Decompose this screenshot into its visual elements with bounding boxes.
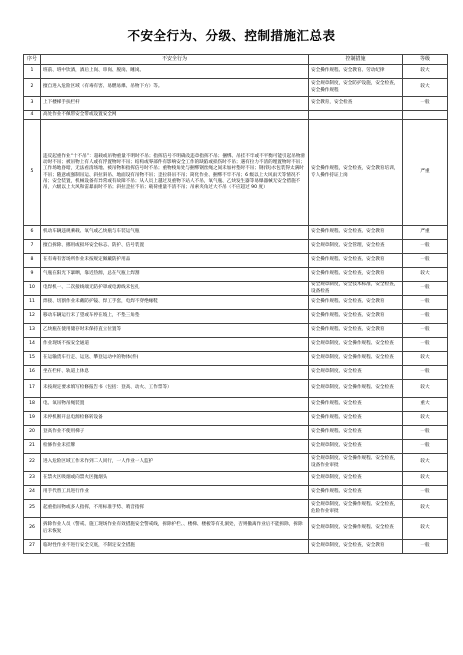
table-row (24, 310, 448, 324)
row-control: 安全规章制度、安全操作规程、安全检查 (309, 352, 403, 366)
table-row (24, 426, 448, 440)
row-number: 10 (24, 282, 41, 296)
row-behavior: 在禁火区吸烟或向禁火区抛烟头 (41, 472, 309, 486)
header-behavior: 不安全行为 (41, 55, 309, 65)
header-control: 控制措施 (309, 55, 403, 65)
row-number: 9 (24, 268, 41, 282)
row-control: 安全规章制度、安全操作规程、安全检查 (309, 338, 403, 352)
row-level: 较大 (403, 412, 448, 426)
row-level: 一般 (403, 254, 448, 268)
row-level: 一般 (403, 540, 448, 554)
row-number: 6 (24, 226, 41, 240)
table-body (24, 65, 448, 554)
row-control: 安全规章制度，安全技术标准，安全检查，设备检查 (309, 282, 403, 296)
row-number: 16 (24, 366, 41, 380)
row-number: 27 (24, 540, 41, 554)
row-control: 安全规章制度、安全管理，安全检查 (309, 240, 403, 254)
table-row (24, 500, 448, 518)
row-control: 安全操作规程、安全检查、安全教育 (309, 226, 403, 240)
row-level: 较大 (403, 500, 448, 518)
row-behavior: 未按规定要求填写检修报告书（包括：登高、动火、工作票等） (41, 380, 309, 398)
row-control: 安全操作规程、安全检查 (309, 412, 403, 426)
row-behavior: 作业现场不按安全通道 (41, 338, 309, 352)
row-level: 较大 (403, 454, 448, 472)
row-behavior: 乙炔瓶在使用储存时未保持直立位置等 (41, 324, 309, 338)
row-number: 23 (24, 472, 41, 486)
row-level: 一般 (403, 282, 448, 296)
row-number: 8 (24, 254, 41, 268)
table-row (24, 111, 448, 120)
row-number: 20 (24, 426, 41, 440)
row-behavior: 进入危险区域工作未作到二人同行，一人作业一人监护 (41, 454, 309, 472)
header-level: 等级 (403, 55, 448, 65)
row-level: 较大 (403, 472, 448, 486)
row-behavior: 拆除作业人员（警戒、施工现场作业有效措施安全警戒线，拆除护栏、、楼梯、楼板等有孔洞处，否则撤离作业后不能拆除，拆除后未恢复 (41, 518, 309, 540)
row-level: 较大 (403, 268, 448, 282)
row-behavior: 坐在栏杆、轨道上休息 (41, 366, 309, 380)
row-number: 24 (24, 486, 41, 500)
row-control: 安全操作规程、安全检查、安全教育 (309, 296, 403, 310)
table-row (24, 254, 448, 268)
row-number: 22 (24, 454, 41, 472)
table-row (24, 352, 448, 366)
row-behavior: 班前、班中饮酒，酒后上岗、串岗、脱岗、睡岗。 (41, 65, 309, 79)
row-number: 11 (24, 296, 41, 310)
row-number: 21 (24, 440, 41, 454)
row-behavior: 在运输货车行走、运送、攀登运动中的物体(件) (41, 352, 309, 366)
row-number: 25 (24, 500, 41, 518)
row-control: 安全操作规程、安全检查、安全教育 (309, 254, 403, 268)
row-control: 安全操作规程、安全检查 (309, 426, 403, 440)
row-control: 安全规章制度、安全检查 (309, 366, 403, 380)
table-header-row (24, 55, 448, 65)
row-control: 安全规章制度、安全操作规程、安全检查 (309, 380, 403, 398)
row-level: 严重 (403, 120, 448, 226)
row-behavior: 临时性作业不进行安全交底，不制定安全措施 (41, 540, 309, 554)
row-number: 3 (24, 97, 41, 111)
row-behavior: 上下楼梯手扶栏杆 (41, 97, 309, 111)
row-control: 安全教育，安全检查 (309, 97, 403, 111)
row-behavior: 擅自进入危险区域（有毒有害、易燃易爆、吊物下方）等。 (41, 79, 309, 97)
row-behavior: 在有毒有害场所作业未按规定佩戴防护用品 (41, 254, 309, 268)
row-control: 安全规章制度、安全操作规程、安全检查，危险作业审批 (309, 500, 403, 518)
row-control: 安全规章制度、安全检查 (309, 440, 403, 454)
row-level: 一般 (403, 426, 448, 440)
row-behavior: 擅自拆除、挪用或损坏安全标志、防护、信号装置 (41, 240, 309, 254)
row-control (309, 111, 403, 120)
document-title: 不安全行为、分级、控制措施汇总表 (127, 28, 336, 43)
row-behavior: 电、氧吊物吊绳装置 (41, 398, 309, 412)
table-row (24, 226, 448, 240)
row-behavior: 焊接、切割作业未戴防护镜、焊工手套，电焊不穿绝缘鞋 (41, 296, 309, 310)
row-number: 13 (24, 324, 41, 338)
row-behavior: 用手代替工具进行作业 (41, 486, 309, 500)
row-behavior: 气瓶在阳光下暴晒，靠近热源，总在气瓶上焊割 (41, 268, 309, 282)
row-number: 5 (24, 120, 41, 226)
row-control: 安全操作规程、安全检查 (309, 486, 403, 500)
row-level: 一般 (403, 296, 448, 310)
row-level: 一般 (403, 324, 448, 338)
row-control: 安全操作规程、安全检查、安全教育 (309, 310, 403, 324)
row-level: 一般 (403, 440, 448, 454)
row-number: 2 (24, 79, 41, 97)
row-control: 安全操作规程、安全教育、劳动纪律 (309, 65, 403, 79)
row-control: 安全规章制度，安全检查 (309, 472, 403, 486)
row-level: 较大 (403, 518, 448, 540)
row-behavior: 高处作业不佩带安全带或设置安全网 (41, 111, 309, 120)
row-number: 26 (24, 518, 41, 540)
row-behavior: 机动车辆违规乘载、氧气或乙炔瓶与车装运气瓶 (41, 226, 309, 240)
table-row (24, 398, 448, 412)
row-behavior: 违反起重作业“十不吊”：超载或吊物重量不明时不吊；指挥信号不明确及违章指挥不吊；捆绑、吊挂不牢或不平衡可能引起吊物滑动时不吊；被吊物上有人或有浮置物时不吊；结构或零部件有影响安全工作的缺陷或损伤时不吊；遇有拉力不清的埋置物时不吊；工作场地昏暗，无法看清场地、被吊物和指挥信号时不吊；重物棱角处与捆绑钢丝绳之间未加衬垫时不吊；钢(铁)水包装得太满时不吊；随意或强制吊运、斜拉斜吊、地面设有吊物不吊；歪拉斜吊不吊；简化作业、捆绑不牢不吊；6 级以上大风雨天等情况不吊；安全装置，机械设备有异常或有故障不吊；从人员上越过及重物下站人不吊，氧气瓶、乙炔发生器等易爆器械无安全措施不吊，六级以上大风和雷暴雨时不吊；斜拉歪拉不吊；载荷重量不清不吊；吊索夹角过大不吊（不应超过 90 度） (41, 120, 309, 226)
row-number: 14 (24, 338, 41, 352)
table-row (24, 380, 448, 398)
row-level: 一般 (403, 310, 448, 324)
table-row (24, 282, 448, 296)
row-control: 安全操作规程，安全检查，安全教育培训，专人操作持证上岗 (309, 120, 403, 226)
table-row (24, 296, 448, 310)
table-row (24, 440, 448, 454)
safety-behavior-table (23, 54, 448, 554)
row-number: 15 (24, 352, 41, 366)
table-row (24, 518, 448, 540)
row-control: 安全规章制度，安全检查，安全教育 (309, 540, 403, 554)
table-row (24, 412, 448, 426)
row-level: 较大 (403, 65, 448, 79)
table-row (24, 240, 448, 254)
row-control: 安全操作规程、安全检查、安全教育 (309, 324, 403, 338)
row-behavior: 起重指吊物或多人指挥，不用标准手势、哨音指挥 (41, 500, 309, 518)
row-number: 17 (24, 380, 41, 398)
row-behavior: 未停机断开总电源检修转设备 (41, 412, 309, 426)
row-number: 7 (24, 240, 41, 254)
row-control: 安全操作规程、安全检查 (309, 398, 403, 412)
row-number: 1 (24, 65, 41, 79)
row-level: 较大 (403, 380, 448, 398)
row-level: 严重 (403, 226, 448, 240)
row-level (403, 111, 448, 120)
row-level: 一般 (403, 338, 448, 352)
row-level: 较大 (403, 79, 448, 97)
table-row (24, 120, 448, 226)
row-level: 重大 (403, 398, 448, 412)
table-row (24, 540, 448, 554)
table-row (24, 65, 448, 79)
row-number: 4 (24, 111, 41, 120)
row-level: 一般 (403, 366, 448, 380)
row-control: 安全规章制度、安全操作规程、安全检查，设备作业审批 (309, 454, 403, 472)
row-behavior: 登高作业不使用梯子 (41, 426, 309, 440)
table-row (24, 338, 448, 352)
table-row (24, 97, 448, 111)
row-level: 一般 (403, 486, 448, 500)
row-behavior: 检修作业未挂牌 (41, 440, 309, 454)
header-no: 序号 (24, 55, 41, 65)
row-level: 较大 (403, 352, 448, 366)
row-number: 18 (24, 398, 41, 412)
row-number: 12 (24, 310, 41, 324)
table-row (24, 79, 448, 97)
row-behavior: 移动车辆运行未了望或车停在坡上，不垫三角垫 (41, 310, 309, 324)
row-number: 19 (24, 412, 41, 426)
row-control: 安全规章制度、安全操作规程、安全检查 (309, 518, 403, 540)
table-row (24, 486, 448, 500)
table-row (24, 366, 448, 380)
row-control: 安全操作规程、安全检查，安全教育 (309, 268, 403, 282)
table-row (24, 324, 448, 338)
table-row (24, 268, 448, 282)
row-level: 一般 (403, 97, 448, 111)
row-level: 一般 (403, 240, 448, 254)
row-behavior: 电焊机一、二次接线端无防护罩或电源线未包扎 (41, 282, 309, 296)
table-row (24, 472, 448, 486)
table-row (24, 454, 448, 472)
row-control: 安全规章制度，安全防护设施，安全检查，安全操作规程 (309, 79, 403, 97)
